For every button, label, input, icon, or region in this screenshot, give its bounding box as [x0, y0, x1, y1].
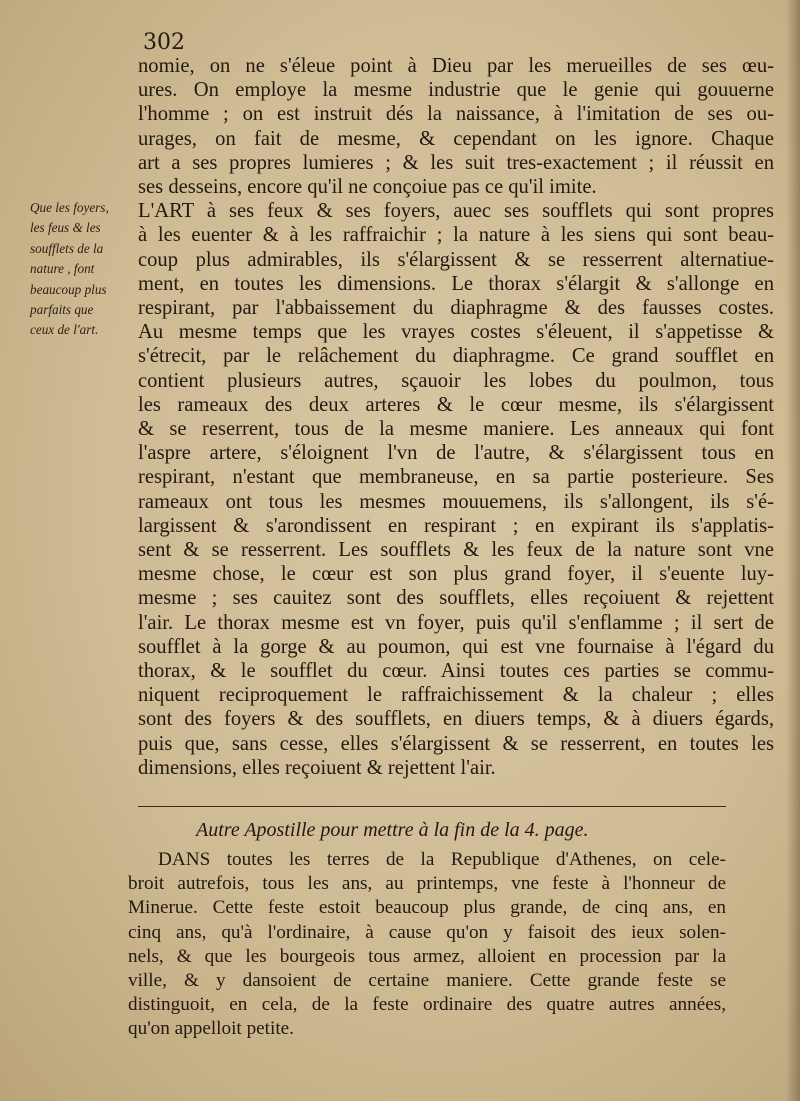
text-line: sont des foyers & des soufflets, en diuers temps, & à diuers égards, — [138, 708, 774, 731]
text-line: qu'on appelloit petite. — [128, 1018, 294, 1040]
text-line: ment, en toutes les dimensions. Le thorax s'élargit & s'allonge en — [138, 272, 774, 295]
text-line: mesme ; ses cauitez sont des soufflets, elles reçoiuent & rejettent — [138, 587, 774, 610]
margin-note-line: les feus & les — [30, 220, 101, 236]
appendix-title: Autre Apostille pour mettre à la fin de la 4. page. — [196, 819, 589, 841]
text-line: l'aspre artere, s'éloignent l'vn de l'autre, & s'élargissent tous en — [138, 442, 774, 465]
text-line: puis que, sans cesse, elles s'élargissent & se resserrent, en toutes les — [138, 732, 774, 755]
text-line: respirant, n'estant que membraneuse, en sa partie posterieure. Ses — [138, 466, 774, 489]
text-line: thorax, & le soufflet du cœur. Ainsi toutes ces parties se commu- — [138, 660, 774, 683]
margin-note-line: ceux de l'art. — [30, 322, 99, 338]
text-line: s'étrecit, par le relâchement du diaphragme. Ce grand soufflet en — [138, 345, 774, 368]
page-number: 302 — [143, 30, 185, 55]
text-line: respirant, par l'abbaissement du diaphragme & des fausses costes. — [138, 297, 774, 320]
text-line: niquent reciproquement le raffraichissement & la chaleur ; elles — [138, 684, 774, 707]
text-line: largissent & s'arondissent en respirant ; en expirant ils s'applatis- — [138, 514, 774, 537]
text-line: contient plusieurs autres, sçauoir les lobes du poulmon, tous — [138, 369, 774, 392]
main-text-block — [138, 54, 774, 780]
text-line: soufflet à la gorge & au poumon, qui est vne fournaise à l'égard du — [138, 635, 774, 658]
text-line: l'air. Le thorax mesme est vn foyer, puis qu'il s'enflamme ; il sert de — [138, 611, 774, 634]
text-line: ses desseins, encore qu'il ne conçoiue pas ce qu'il imite. — [138, 176, 597, 199]
margin-note-line: parfaits que — [30, 302, 94, 318]
text-line: sent & se resserrent. Les soufflets & les feux de la nature sont vne — [138, 539, 774, 562]
margin-note-line: beaucoup plus — [30, 281, 107, 297]
margin-note-line: nature , font — [30, 261, 95, 277]
text-line: à les euenter & à les raffraichir ; la nature à les siens qui sont beau- — [138, 224, 774, 247]
text-line: mesme chose, le cœur est son plus grand foyer, il s'euente luy- — [138, 563, 774, 586]
text-line: distinguoit, en cela, de la feste ordinaire des quatre autres années, — [128, 994, 726, 1016]
text-line: ures. On employe la mesme industrie que le genie qui gouuerne — [138, 79, 774, 102]
text-line: art a ses propres lumieres ; & les suit tres-exactement ; il réussit en — [138, 151, 774, 174]
section-divider — [138, 806, 726, 807]
text-line: rameaux ont tous les mesmes mouuemens, ils s'allongent, ils s'é- — [138, 490, 774, 513]
text-line: dimensions, elles reçoiuent & rejettent l'air. — [138, 756, 496, 779]
margin-note-line: soufflets de la — [30, 240, 104, 256]
text-line: les rameaux des deux arteres & le cœur mesme, ils s'élargissent — [138, 393, 774, 416]
appendix-text-block — [128, 848, 726, 1042]
text-line: nomie, on ne s'éleue point à Dieu par les merueilles de ses œu- — [138, 55, 774, 77]
text-line: cinq ans, qu'à l'ordinaire, à cause qu'on y faisoit des ieux solen- — [128, 921, 726, 943]
text-line: urages, on fait de mesme, & cependant on les ignore. Chaque — [138, 127, 774, 150]
text-line: & se reserrent, tous de la mesme maniere. Les anneaux qui font — [138, 418, 774, 441]
text-line: DANS toutes les terres de la Republique d'Athenes, on cele- — [158, 849, 726, 870]
text-line: broit autrefois, tous les ans, au printemps, vne feste à l'honneur de — [128, 873, 726, 895]
text-line: Minerue. Cette feste estoit beaucoup plus grande, de cinq ans, en — [128, 897, 726, 919]
text-line: coup plus admirables, ils s'élargissent & se resserrent alternatiue- — [138, 248, 774, 271]
text-line: nels, & que les bourgeois tous armez, alloient en procession par la — [128, 945, 726, 967]
text-line: ville, & y dansoient de certaine maniere. Cette grande feste se — [128, 970, 726, 992]
margin-note — [30, 198, 148, 341]
text-line: l'homme ; on est instruit dés la naissance, à l'imitation de ses ou- — [138, 103, 774, 126]
text-line: L'ART à ses feux & ses foyers, auec ses soufflets qui sont propres — [138, 200, 774, 223]
page-edge-shadow — [786, 0, 800, 1101]
margin-note-line: Que les foyers, — [30, 200, 109, 215]
text-line: Au mesme temps que les vrayes costes s'éleuent, il s'appetisse & — [138, 321, 774, 344]
